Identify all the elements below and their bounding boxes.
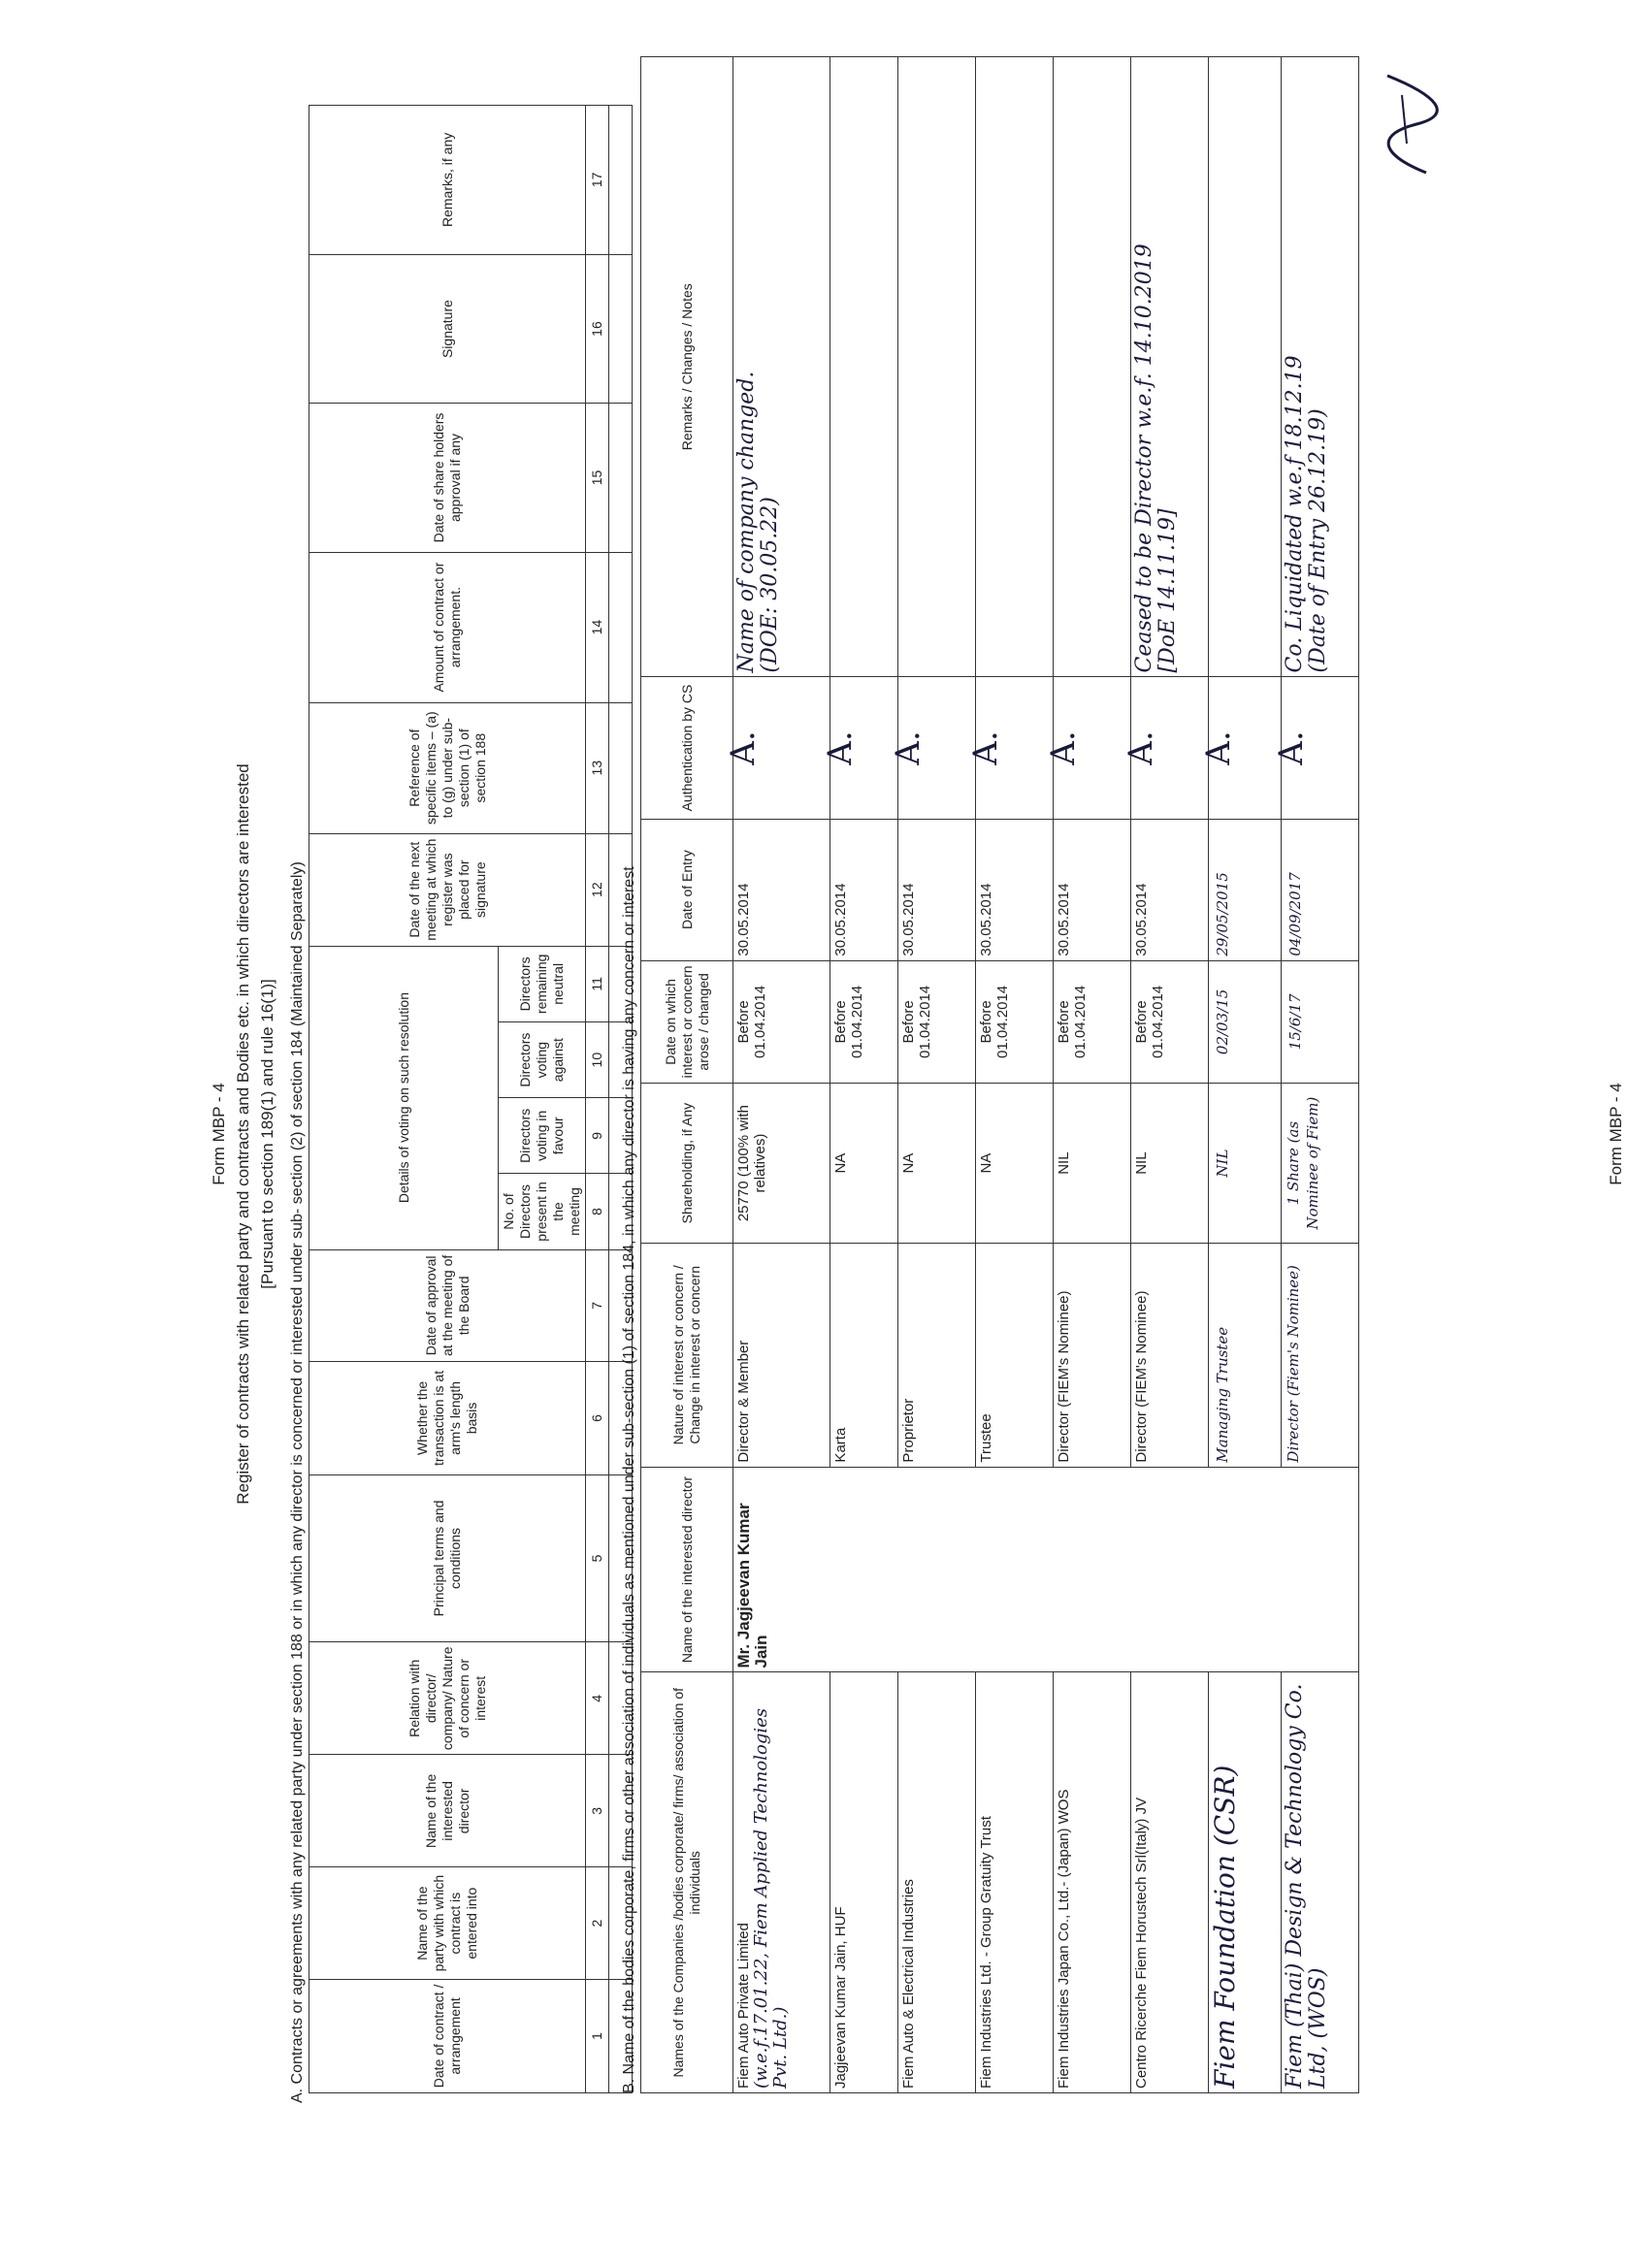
entry-cell: 30.05.2014 [1131,819,1209,960]
arose-cell: Before 01.04.2014 [1131,960,1209,1084]
remarks-text: Co. Liquidated w.e.f 18.12.19 [1283,355,1307,673]
num-cell: 11 [586,946,609,1021]
col-a5: Principal terms and conditions [309,1474,586,1642]
col-a16: Signature [309,254,586,404]
company-cell: Fiem Auto & Electrical Industries [898,1672,976,2093]
auth-cell [1199,677,1282,819]
section-a-title: A. Contracts or agreements with any related party under section 188 or in which any director is concerned or interested under sub- section (2) of section 184 (Maintained Separately) [289,861,306,2103]
table-row [976,57,1054,2093]
col-b5: Date on which interest or concern arose / changed [641,960,733,1084]
company-cell [733,1672,830,2093]
col-b1: Names of the Companies /bodies corporate/ firms/ association of individuals [641,1672,733,2093]
arose-cell: Before 01.04.2014 [898,960,976,1084]
col-a2: Name of the party with which contract is entered into [309,1867,586,1979]
remarks-cell [976,57,1054,677]
table-row [1131,57,1209,2093]
entry-cell: 29/05/2015 [1209,819,1282,960]
remarks-cell [1282,57,1359,677]
entry-cell: 30.05.2014 [830,819,898,960]
remarks-cell [1131,57,1209,677]
company-cell [1282,1672,1359,2093]
num-cell: 4 [586,1642,609,1755]
num-cell: 10 [586,1022,609,1098]
company-name: Fiem Auto Private Limited [735,1923,752,2089]
table-row [733,57,830,2093]
auth-signature: A. [889,730,927,765]
arose-cell: Before 01.04.2014 [976,960,1054,1084]
col-a11: Directors remaining neutral [499,946,586,1021]
col-a8: No. of Directors present in the meeting [499,1174,586,1249]
entry-cell: 04/09/2017 [1282,819,1359,960]
col-a12: Date of the next meeting at which register was placed for signature [309,833,586,946]
company-cell: Fiem Industries Japan Co., Ltd.- (Japan) WOS [1054,1672,1131,2093]
entry-cell: 30.05.2014 [1054,819,1131,960]
auth-cell [821,677,898,819]
share-cell: NIL [1054,1084,1131,1244]
auth-cell [889,677,976,819]
section-b-table [640,56,1359,2093]
num-cell: 12 [586,833,609,946]
col-a3: Name of the interested director [309,1755,586,1867]
remarks-cell [898,57,976,677]
col-a7: Date of approval at the meeting of the Board [309,1249,586,1362]
auth-cell [724,677,830,819]
remarks-cell [830,57,898,677]
remarks-text: Name of company changed. [734,371,759,673]
director-cell [733,1467,1359,1672]
table-row [898,57,976,2093]
share-cell: 1 Share (as Nominee of Fiem) [1282,1084,1359,1244]
num-cell: 13 [586,702,609,833]
initials-signature [1368,66,1446,182]
nature-cell: Managing Trustee [1209,1244,1282,1468]
col-a1: Date of contract / arrangement [309,1979,586,2092]
num-cell: 8 [586,1174,609,1249]
num-cell: 6 [586,1362,609,1475]
share-cell: NA [898,1084,976,1244]
arose-cell: Before 01.04.2014 [830,960,898,1084]
remarks-date: [DoE 14.11.19] [1155,508,1180,673]
col-b6: Date of Entry [641,819,733,960]
col-a15: Date of share holders approval if any [309,404,586,552]
director-name: Mr. Jagjeevan Kumar Jain [734,1503,770,1669]
nature-cell: Director (FIEM's Nominee) [1131,1244,1209,1468]
col-a9: Directors voting in favour [499,1098,586,1174]
nature-cell: Proprietor [898,1244,976,1468]
remarks-text: Ceased to be Director w.e.f. 14.10.2019 [1132,243,1156,673]
col-a-voting: Details of voting on such resolution [309,946,499,1249]
col-a14: Amount of contract or arrangement. [309,552,586,702]
num-cell: 2 [586,1867,609,1979]
num-cell: 7 [586,1249,609,1362]
company-name: Fiem Foundation (CSR) [1209,1765,1241,2089]
auth-signature: A. [821,730,860,765]
company-cell: Centro Ricerche Fiem Horustech Srl(Italy) JV [1131,1672,1209,2093]
nature-cell: Director (FIEM's Nominee) [1054,1244,1131,1468]
arose-cell: Before 01.04.2014 [1054,960,1131,1084]
page-title: Register of contracts with related party and contracts and Bodies etc. in which directors are interested [234,763,252,1505]
num-cell: 9 [586,1098,609,1174]
arose-cell: 15/6/17 [1282,960,1359,1084]
company-name: Fiem (Thai) Design & Technology Co. Ltd, (WOS) [1283,1683,1330,2089]
share-cell: NIL [1131,1084,1209,1244]
num-cell: 15 [586,404,609,552]
col-a6: Whether the transaction is at arm's length basis [309,1362,586,1475]
remarks-cell [1209,57,1282,677]
col-a10: Directors voting against [499,1022,586,1098]
nature-cell: Trustee [976,1244,1054,1468]
auth-signature: A. [1272,730,1311,765]
remarks-date: (DOE: 30.05.22) [758,497,782,673]
share-cell: NA [830,1084,898,1244]
auth-signature: A. [1122,730,1160,765]
nature-cell: Director (Fiem's Nominee) [1282,1244,1359,1468]
auth-cell [1272,677,1359,819]
remarks-cell [733,57,830,677]
col-b2: Name of the interested director [641,1467,733,1672]
company-cell [1209,1672,1282,2093]
col-a13: Reference of specific items – (a) to (g) under sub-section (1) of section 188 [309,702,586,833]
col-b3: Nature of interest or concern / Change in interest or concern [641,1244,733,1468]
arose-cell: 02/03/15 [1209,960,1282,1084]
arose-cell: Before 01.04.2014 [733,960,830,1084]
remarks-date: (Date of Entry 26.12.19) [1306,408,1330,673]
col-b7: Authentication by CS [641,677,733,819]
table-row [1209,57,1282,2093]
company-cell: Fiem Industries Ltd. - Group Gratuity Trust [976,1672,1054,2093]
auth-cell [1122,677,1209,819]
form-number: Form MBP - 4 [1607,1083,1625,1185]
auth-signature: A. [724,730,763,765]
num-cell: 5 [586,1474,609,1642]
num-cell: 3 [586,1755,609,1867]
auth-signature: A. [1044,730,1083,765]
form-label: Form MBP - 4 [210,1083,228,1185]
company-cell: Jagjeevan Kumar Jain, HUF [830,1672,898,2093]
share-cell: NIL [1209,1084,1282,1244]
auth-signature: A. [1199,730,1238,765]
num-cell: 14 [586,552,609,702]
section-a-table [309,105,633,2093]
company-note: (w.e.f.17.01.22, Fiem Applied Technologies Pvt. Ltd.) [751,1707,791,2089]
nature-cell: Director & Member [733,1244,830,1468]
table-row [830,57,898,2093]
col-b4: Shareholding, if Any [641,1084,733,1244]
page-subtitle: [Pursuant to section 189(1) and rule 16(1)] [258,979,277,1289]
remarks-cell [1054,57,1131,677]
entry-cell: 30.05.2014 [733,819,830,960]
entry-cell: 30.05.2014 [976,819,1054,960]
auth-cell [1044,677,1131,819]
auth-cell [966,677,1054,819]
share-cell: 25770 (100% with relatives) [733,1084,830,1244]
col-b8: Remarks / Changes / Notes [641,57,733,677]
section-b-title: B. Name of the bodies corporate, firms or other association of individuals as mentioned under sub-section (1) of section 184, in which any director is having any concern or interest [621,866,637,2093]
num-cell: 1 [586,1979,609,2092]
num-cell: 16 [586,254,609,404]
share-cell: NA [976,1084,1054,1244]
auth-signature: A. [966,730,1005,765]
nature-cell: Karta [830,1244,898,1468]
num-cell: 17 [586,106,609,255]
table-row [1282,57,1359,2093]
number-row [586,106,609,2093]
col-a17: Remarks, if any [309,106,586,255]
entry-cell: 30.05.2014 [898,819,976,960]
col-a4: Relation with director/ company/ Nature of concern or interest [309,1642,586,1755]
table-row [1054,57,1131,2093]
